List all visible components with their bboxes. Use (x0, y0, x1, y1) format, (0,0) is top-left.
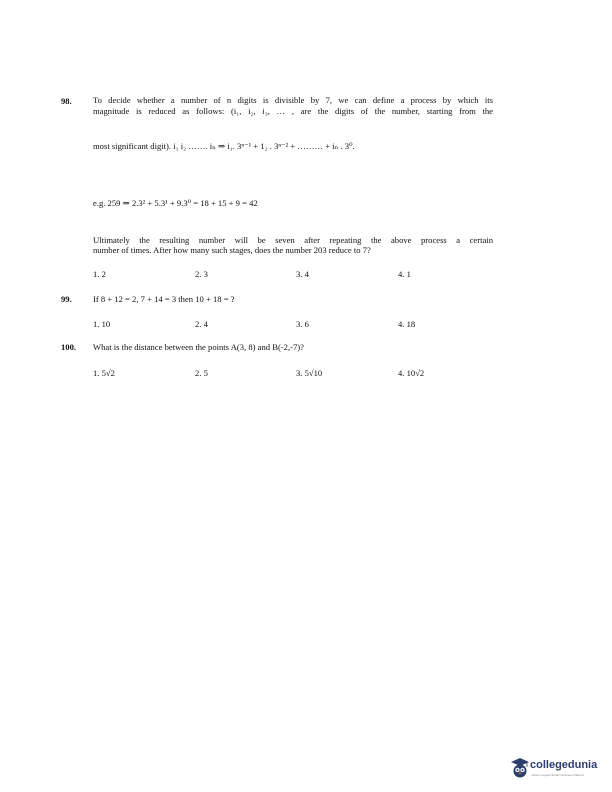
q98-option-4: 4. 1 (398, 269, 411, 279)
graduate-owl-icon (510, 757, 530, 779)
q99-option-4: 4. 18 (398, 319, 416, 329)
q98-example: e.g. 259 ⇒ 2.3² + 5.3¹ + 9.3⁰ = 18 + 15 + 9 = 42 (93, 198, 258, 208)
question-number-99: 99. (61, 294, 72, 304)
q99-option-3: 3. 6 (296, 319, 309, 329)
q98-option-3: 3. 4 (296, 269, 309, 279)
q100-option-4: 4. 10√2 (398, 368, 425, 378)
question-number-100: 100. (61, 342, 77, 352)
q100-option-2: 2. 5 (195, 368, 208, 378)
q98-text-line-2: magnitude is reduced as follows: (i₁, i₂, i₃, … , are the digits of the number, starting from the (93, 106, 493, 116)
q98-option-2: 2. 3 (195, 269, 208, 279)
q100-option-3: 3. 5√10 (296, 368, 323, 378)
collegedunia-logo (510, 757, 600, 783)
q100-option-1: 1. 5√2 (93, 368, 115, 378)
q98-option-1: 1. 2 (93, 269, 106, 279)
q99-option-1: 1. 10 (93, 319, 111, 329)
brand-tagline: India's Largest Student Review Platform (531, 773, 585, 777)
q98-text-line-5: Ultimately the resulting number will be seven after repeating the above process a certain (93, 235, 493, 245)
q99-option-2: 2. 4 (195, 319, 208, 329)
q100-text: What is the distance between the points A(3, 8) and B(-2,-7)? (93, 342, 304, 352)
q98-text-line-6: number of times. After how many such stages, does the number 203 reduce to 7? (93, 245, 371, 255)
q98-formula-line: most significant digit). i₁ i₂ ……. iₙ ⇒ i₁. 3ⁿ⁻¹ + 1₂ . 3ⁿ⁻² + ……… + iₙ . 3⁰. (93, 141, 355, 151)
q98-text-line-1: To decide whether a number of n digits is divisible by 7, we can define a process by which its (93, 95, 493, 105)
brand-name: collegedunia (530, 759, 598, 771)
q99-text: If 8 + 12 = 2, 7 + 14 = 3 then 10 + 18 = ? (93, 294, 235, 304)
question-number-98: 98. (61, 96, 72, 106)
